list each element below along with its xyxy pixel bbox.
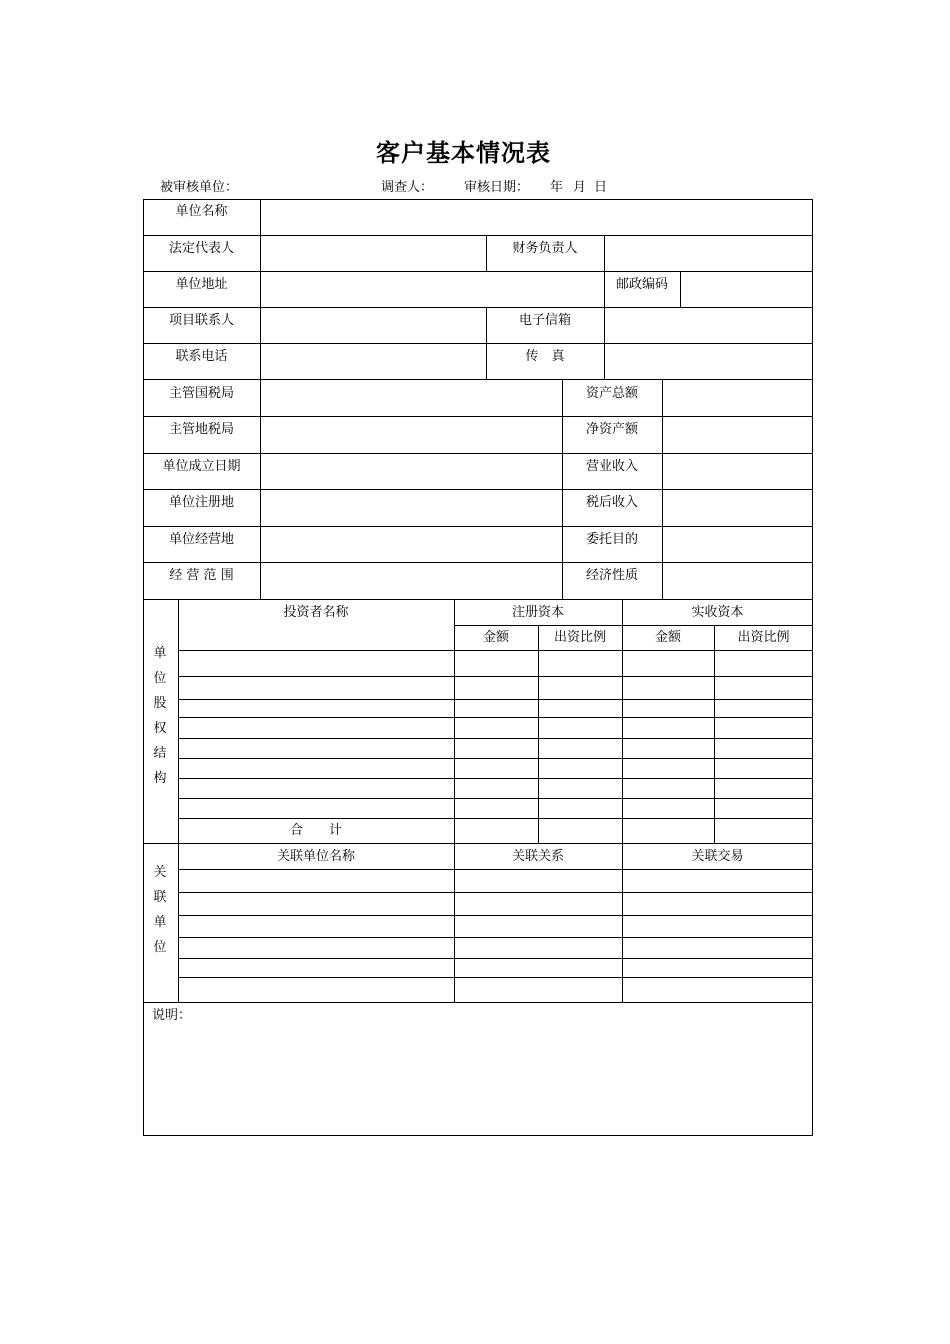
audit-date-label: 审核日期： <box>464 180 530 195</box>
related-name-header: 关联单位名称 <box>276 849 355 864</box>
row-line <box>178 778 813 779</box>
row-line <box>454 625 813 626</box>
equity-side-char: 股 <box>153 696 167 711</box>
equity-total-label: 合 计 <box>289 823 342 838</box>
finance-head-label: 财务负责人 <box>512 241 578 256</box>
revenue-label: 营业收入 <box>585 459 638 474</box>
econ-nature-label: 经济性质 <box>585 568 638 583</box>
page-title: 客户基本情况表 <box>376 138 551 167</box>
row-line <box>178 717 813 718</box>
year-label: 年 <box>550 180 564 195</box>
registered-capital-header: 注册资本 <box>511 605 564 620</box>
founding-date-field[interactable] <box>261 454 561 488</box>
national-tax-field[interactable] <box>261 380 561 415</box>
col-line <box>454 843 455 1002</box>
national-tax-label: 主管国税局 <box>168 386 234 401</box>
total-assets-label: 资产总额 <box>585 386 638 401</box>
reg-ratio-header: 出资比例 <box>553 630 606 645</box>
row-line <box>178 937 813 938</box>
paid-amount-header: 金额 <box>654 630 681 645</box>
related-side-char: 关 <box>153 865 167 880</box>
postal-code-field[interactable] <box>681 272 812 306</box>
investor-name-header: 投资者名称 <box>283 605 349 620</box>
row-line <box>178 758 813 759</box>
row-line <box>143 599 813 600</box>
side-col-line <box>178 599 179 1002</box>
month-label: 月 <box>573 180 587 195</box>
legal-rep-field[interactable] <box>261 236 485 270</box>
revenue-field[interactable] <box>663 454 812 488</box>
reg-amount-header: 金额 <box>482 630 509 645</box>
row-line <box>178 977 813 978</box>
reg-place-label: 单位注册地 <box>168 495 234 510</box>
row-line <box>178 915 813 916</box>
col-line <box>714 625 715 843</box>
row-line <box>178 869 813 870</box>
day-label: 日 <box>594 180 608 195</box>
email-field[interactable] <box>605 308 812 342</box>
total-assets-field[interactable] <box>663 380 812 415</box>
related-side-char: 联 <box>153 890 167 905</box>
address-label: 单位地址 <box>175 277 228 292</box>
legal-rep-label: 法定代表人 <box>168 241 234 256</box>
finance-head-field[interactable] <box>605 236 812 270</box>
project-contact-field[interactable] <box>261 308 485 342</box>
related-transaction-header: 关联交易 <box>691 849 744 864</box>
row-line <box>178 738 813 739</box>
after-tax-income-field[interactable] <box>663 490 812 525</box>
scope-field[interactable] <box>261 563 561 598</box>
address-field[interactable] <box>261 272 603 306</box>
notes-field[interactable] <box>144 1026 812 1134</box>
op-place-label: 单位经营地 <box>168 532 234 547</box>
equity-side-char: 位 <box>153 671 167 686</box>
postal-code-label: 邮政编码 <box>615 277 668 292</box>
op-place-field[interactable] <box>261 527 561 561</box>
row-line <box>178 676 813 677</box>
row-line <box>178 699 813 700</box>
related-side-char: 单 <box>153 915 167 930</box>
reg-place-field[interactable] <box>261 490 561 525</box>
fax-label: 传 真 <box>525 349 565 364</box>
founding-date-label: 单位成立日期 <box>162 459 241 474</box>
phone-label: 联系电话 <box>175 349 228 364</box>
row-line <box>178 958 813 959</box>
phone-field[interactable] <box>261 344 485 378</box>
row-line <box>143 843 813 844</box>
row-line <box>178 892 813 893</box>
col-line <box>538 625 539 843</box>
equity-side-char: 单 <box>153 646 167 661</box>
fax-field[interactable] <box>605 344 812 378</box>
net-assets-label: 净资产额 <box>585 422 638 437</box>
row-line <box>178 798 813 799</box>
purpose-field[interactable] <box>663 527 812 561</box>
local-tax-field[interactable] <box>261 417 561 452</box>
row-line <box>143 1002 813 1003</box>
related-relation-header: 关联关系 <box>511 849 564 864</box>
local-tax-label: 主管地税局 <box>168 422 234 437</box>
col-line <box>622 843 623 1002</box>
equity-side-char: 结 <box>153 746 167 761</box>
equity-side-char: 构 <box>153 771 167 786</box>
col-line <box>562 379 563 599</box>
scope-label: 经 营 范 围 <box>169 568 234 583</box>
row-line <box>178 650 813 651</box>
paid-capital-header: 实收资本 <box>691 605 744 620</box>
econ-nature-field[interactable] <box>663 563 812 598</box>
notes-label: 说明： <box>152 1008 192 1023</box>
row-line <box>178 818 813 819</box>
investigator-label: 调查人： <box>381 180 434 195</box>
project-contact-label: 项目联系人 <box>168 313 234 328</box>
audited-unit-label: 被审核单位： <box>160 180 239 195</box>
net-assets-field[interactable] <box>663 417 812 452</box>
equity-side-char: 权 <box>153 721 167 736</box>
unit-name-field[interactable] <box>261 200 812 234</box>
purpose-label: 委托目的 <box>585 532 638 547</box>
unit-name-label: 单位名称 <box>175 204 228 219</box>
paid-ratio-header: 出资比例 <box>737 630 790 645</box>
email-label: 电子信箱 <box>518 313 571 328</box>
related-side-char: 位 <box>153 940 167 955</box>
after-tax-income-label: 税后收入 <box>585 495 638 510</box>
